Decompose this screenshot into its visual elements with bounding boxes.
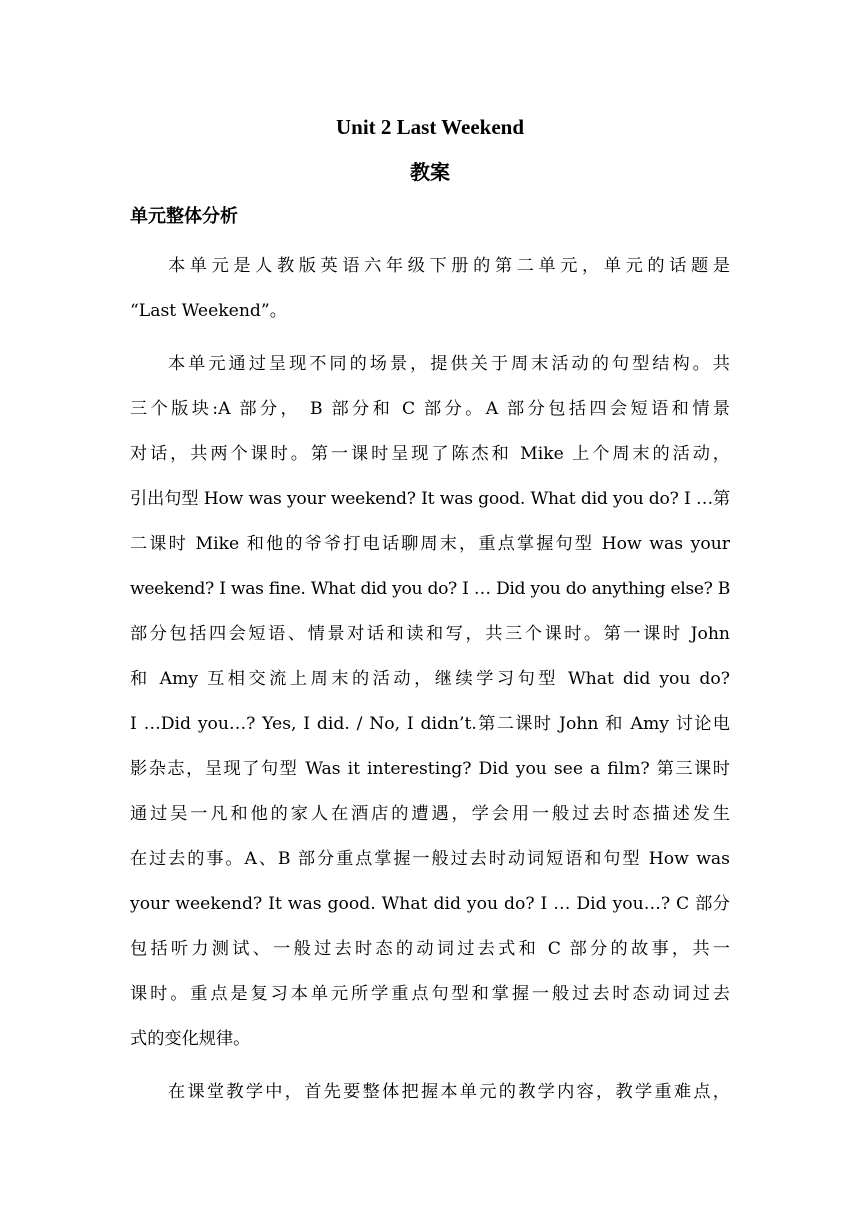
paragraph-line: 通过吴一凡和他的家人在酒店的遭遇，学会用一般过去时态描述发生 — [130, 804, 730, 824]
paragraph-line: 引出句型 How was your weekend? It was good. What did you do? I …第 — [130, 489, 730, 509]
paragraph-line: weekend? I was fine. What did you do? I … Did you do anything else? B — [130, 579, 730, 599]
paragraph-2 — [130, 342, 730, 1062]
paragraph-line: 影杂志，呈现了句型 Was it interesting? Did you see a film? 第三课时 — [130, 759, 730, 779]
paragraph-line: 部分包括四会短语、情景对话和读和写，共三个课时。第一课时 John — [130, 624, 730, 644]
paragraph-line: 在课堂教学中，首先要整体把握本单元的教学内容，教学重难点， — [168, 1082, 730, 1102]
paragraph-line: 在过去的事。A、B 部分重点掌握一般过去时动词短语和句型 How was — [130, 849, 730, 869]
paragraph-line: “Last Weekend”。 — [130, 301, 287, 321]
document-subtitle: 教案 — [410, 160, 450, 184]
section-heading: 单元整体分析 — [130, 206, 238, 227]
paragraph-line: your weekend? It was good. What did you do? I … Did you…? C 部分 — [130, 894, 730, 914]
document-content — [130, 111, 730, 1115]
paragraph-line: 对话，共两个课时。第一课时呈现了陈杰和 Mike 上个周末的活动， — [130, 444, 730, 464]
paragraph-line: 和 Amy 互相交流上周末的活动，继续学习句型 What did you do? — [130, 669, 730, 689]
paragraph-line: 本单元通过呈现不同的场景，提供关于周末活动的句型结构。共 — [168, 354, 730, 374]
paragraph-line: 包括听力测试、一般过去时态的动词过去式和 C 部分的故事，共一 — [130, 939, 730, 959]
paragraph-line: 课时。重点是复习本单元所学重点句型和掌握一般过去时态动词过去 — [130, 984, 730, 1004]
paragraph-line: 三个版块:A 部分， B 部分和 C 部分。A 部分包括四会短语和情景 — [130, 399, 730, 419]
paragraph-line: 本单元是人教版英语六年级下册的第二单元，单元的话题是 — [168, 256, 730, 276]
paragraph-line: 二课时 Mike 和他的爷爷打电话聊周末，重点掌握句型 How was your — [130, 534, 730, 554]
paragraph-line: 式的变化规律。 — [130, 1029, 251, 1049]
paragraph-3 — [130, 1070, 730, 1115]
paragraph-line: I …Did you…? Yes, I did. / No, I didn’t.第二课时 John 和 Amy 讨论电 — [130, 714, 730, 734]
paragraph-1 — [130, 244, 730, 334]
document-title: Unit 2 Last Weekend — [335, 115, 525, 139]
